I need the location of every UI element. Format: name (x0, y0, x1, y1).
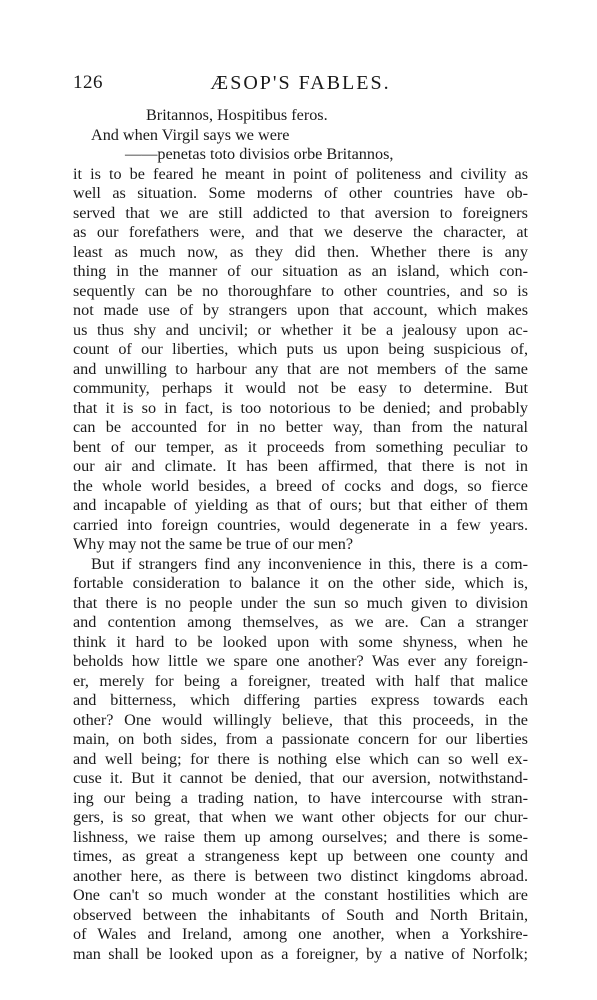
text-line: as our forefathers were, and that we deserve the character, at (73, 223, 528, 241)
latin-quotation: ——penetas toto divisios orbe Britannos, (125, 145, 394, 163)
text-line: community, perhaps it would not be easy to determine. But (73, 379, 528, 397)
text-line: and unwilling to harbour any that are not members of the same (73, 359, 528, 378)
latin-quotation: Britannos, Hospitibus feros. (146, 106, 328, 124)
text-line: that it is so in fact, is too notorious to be denied; and probably (73, 398, 528, 417)
quotation-intro: And when Virgil says we were (91, 125, 290, 144)
text-line: cuse it. But it cannot be denied, that our aversion, notwithstand- (73, 769, 528, 787)
text-line: main, on both sides, from a passionate concern for our liberties (73, 730, 528, 748)
text-line: Why may not the same be true of our men? (73, 535, 354, 553)
text-line: fortable consideration to balance it on the other side, which is, (73, 574, 528, 592)
book-title: ÆSOP'S FABLES. (210, 72, 391, 94)
text-line: and incapable of yielding as that of ours; but that either of them (73, 496, 528, 514)
text-line: not made use of by strangers upon that account, which makes (73, 301, 528, 319)
text-line: of Wales and Ireland, among one another, when a Yorkshire- (73, 925, 528, 943)
text-line: and bitterness, which differing parties express towards each (73, 691, 528, 709)
text-line: times, as great a strangeness kept up between one county and (73, 847, 528, 865)
text-line: our air and climate. It has been affirmed, that there is not in (73, 457, 528, 475)
text-line: bent of our temper, as it proceeds from something peculiar to (73, 437, 528, 456)
text-line: ing our being a trading nation, to have intercourse with stran- (73, 788, 528, 807)
text-line: think it hard to be looked upon with some shyness, when he (73, 632, 528, 651)
text-line: least as much now, as they did then. Whether there is any (73, 242, 528, 261)
text-line: But if strangers find any inconvenience in this, there is a com- (91, 554, 528, 573)
text-line: it is to be feared he meant in point of politeness and civility as (73, 164, 528, 183)
text-line: served that we are still addicted to that aversion to foreigners (73, 203, 528, 222)
text-line: carried into foreign countries, would degenerate in a few years. (73, 515, 528, 534)
text-line: well as situation. Some moderns of other countries have ob- (73, 184, 528, 202)
text-line: us thus shy and uncivil; or whether it be a jealousy upon ac- (73, 320, 528, 339)
text-line: the whole world besides, a breed of cocks and dogs, so fierce (73, 476, 528, 495)
text-line: man shall be looked upon as a foreigner, by a native of Norfolk; (73, 944, 528, 963)
text-line: sequently can be no thoroughfare to other countries, and so is (73, 281, 528, 300)
body-text (73, 106, 528, 964)
running-head (73, 72, 528, 96)
text-line: One can't so much wonder at the constant hostilities which are (73, 886, 528, 904)
text-line: can be accounted for in no better way, than from the natural (73, 418, 528, 436)
paragraph (73, 165, 528, 555)
page-number: 126 (73, 72, 103, 93)
text-line: beholds how little we spare one another? Was ever any foreign- (73, 652, 528, 670)
text-line: observed between the inhabitants of South and North Britain, (73, 905, 528, 924)
text-line: gers, is so great, that when we want other objects for our chur- (73, 808, 528, 826)
text-line: count of our liberties, which puts us upon being suspicious of, (73, 340, 528, 358)
text-line: er, merely for being a foreigner, treated with half that malice (73, 671, 528, 690)
text-line: and well being; for there is nothing else which can so well ex- (73, 749, 528, 768)
text-line: lishness, we raise them up among ourselves; and there is some- (73, 827, 528, 846)
paragraph (73, 555, 528, 965)
text-line: other? One would willingly believe, that this proceeds, in the (73, 710, 528, 729)
text-line: another here, as there is between two distinct kingdoms abroad. (73, 866, 528, 885)
text-line: thing in the manner of our situation as an island, which con- (73, 262, 528, 280)
text-line: and contention among themselves, as we are. Can a stranger (73, 613, 528, 631)
text-line: that there is no people under the sun so much given to division (73, 593, 528, 612)
